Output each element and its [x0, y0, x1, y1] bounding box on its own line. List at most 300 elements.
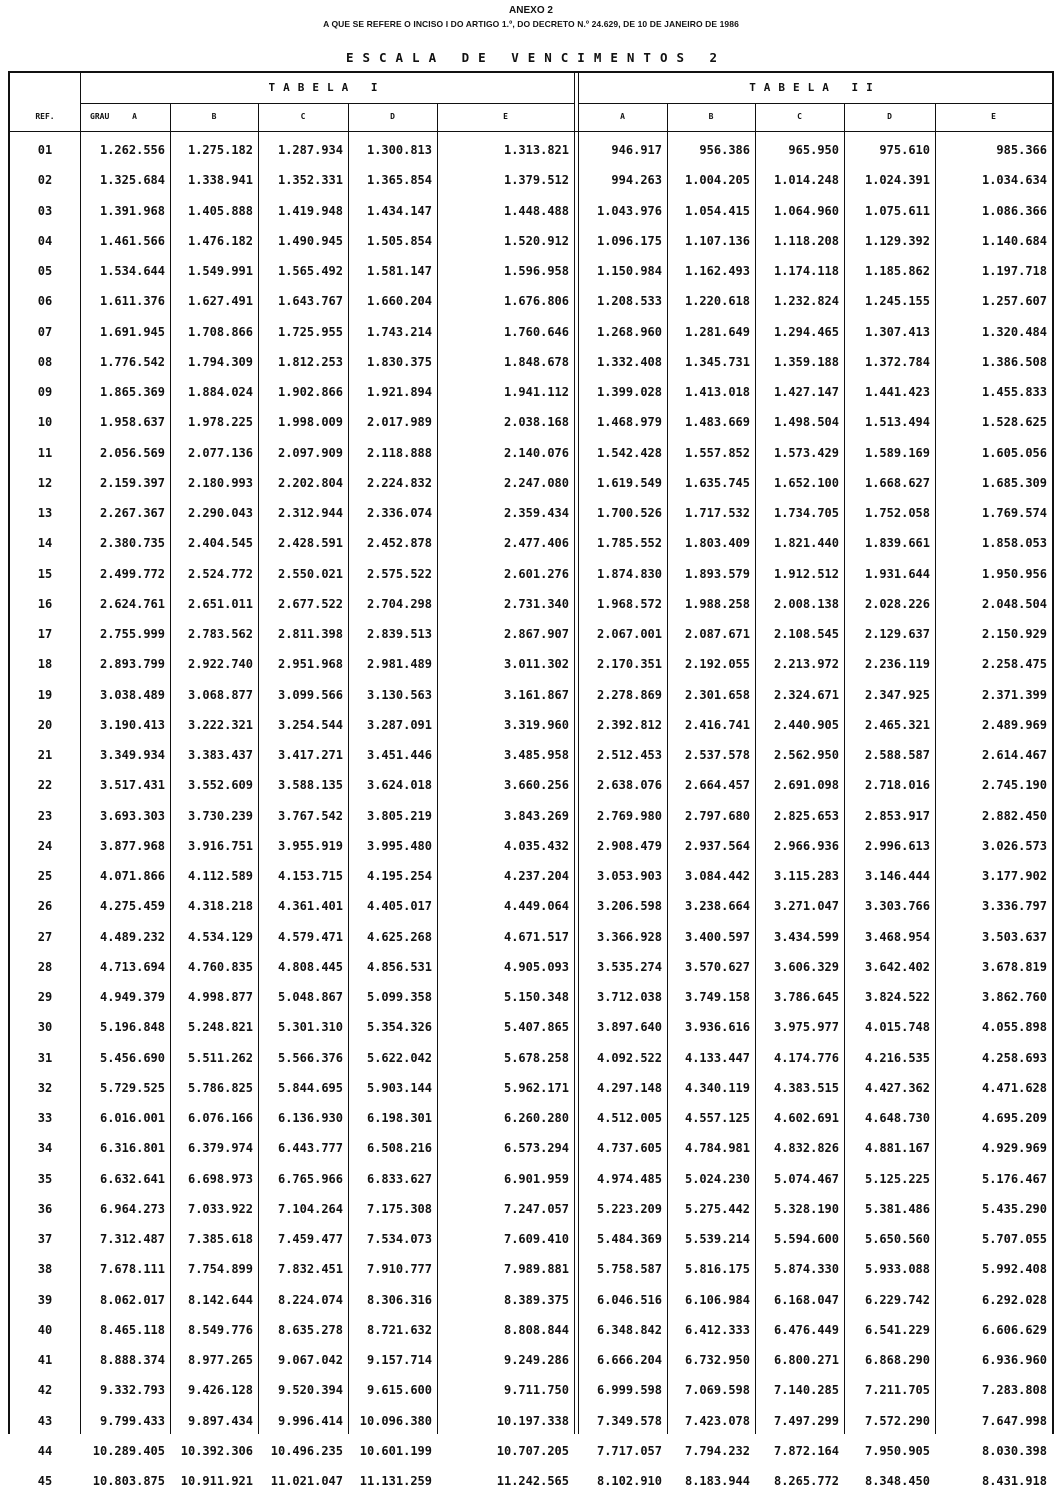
table1-value: 3.730.239 [187, 808, 253, 823]
table1-value: 2.267.367 [99, 506, 165, 520]
row-ref-number: 11 [37, 445, 53, 460]
row-ref-number: 07 [37, 324, 53, 339]
table2-value: 2.416.741 [684, 717, 750, 732]
table2-value: 956.386 [699, 143, 750, 157]
table1-value: 1.627.491 [187, 294, 253, 309]
table2-value: 3.115.283 [773, 869, 839, 883]
row-ref-number: 36 [37, 1201, 53, 1216]
row-ref-number: 32 [37, 1080, 53, 1095]
table2-value: 1.441.423 [864, 385, 930, 399]
table2-value: 5.435.290 [981, 1201, 1047, 1216]
table1-value: 2.336.074 [366, 506, 432, 520]
table2-value: 7.950.905 [864, 1443, 930, 1458]
table1-value: 8.306.316 [366, 1292, 432, 1307]
table2-value: 3.271.047 [773, 899, 839, 914]
table1-value: 4.449.064 [503, 899, 569, 914]
table1-value: 2.677.522 [277, 596, 343, 611]
table1-value: 2.097.909 [277, 445, 343, 460]
table1-value: 1.365.854 [366, 173, 432, 188]
table2-value: 8.183.944 [684, 1474, 750, 1488]
table2-value: 2.797.680 [684, 808, 750, 823]
table1-value: 8.549.776 [187, 1322, 253, 1337]
table2-value: 6.348.842 [596, 1322, 662, 1337]
table2-value: 2.213.972 [773, 657, 839, 672]
table2-value: 8.102.910 [596, 1474, 662, 1488]
table1-value: 2.951.968 [277, 657, 343, 672]
table2-value: 1.107.136 [684, 233, 750, 248]
table2-value: 5.758.587 [596, 1262, 662, 1277]
table2-value: 1.257.607 [981, 294, 1047, 309]
table2-value: 3.678.819 [981, 959, 1047, 974]
table2-value: 3.786.645 [773, 990, 839, 1004]
table2-value: 2.048.504 [981, 596, 1047, 611]
row-ref-number: 23 [37, 808, 53, 823]
row-ref-number: 14 [37, 536, 53, 551]
table2-value: 1.769.574 [981, 506, 1047, 520]
table1-value: 1.902.866 [277, 385, 343, 399]
table1-value: 3.624.018 [366, 778, 432, 793]
table1-value: 4.275.459 [99, 899, 165, 914]
scale-title: ESCALA DE VENCIMENTOS 2 [345, 50, 727, 65]
table2-value: 3.606.329 [773, 959, 839, 974]
table2-value: 1.858.053 [981, 536, 1047, 551]
table2-value: 5.707.055 [981, 1232, 1047, 1246]
table1-column-header: B [211, 112, 217, 121]
table1-value: 8.389.375 [503, 1292, 569, 1307]
table2-value: 7.717.057 [596, 1443, 662, 1458]
table2-value: 2.440.905 [773, 717, 839, 732]
table1-value: 2.359.434 [503, 506, 569, 520]
table1-value: 11.021.047 [270, 1474, 343, 1488]
table2-value: 1.803.409 [684, 536, 750, 551]
table1-value: 8.977.265 [187, 1353, 253, 1367]
table2-value: 2.937.564 [684, 838, 750, 853]
table2-value: 3.468.954 [864, 929, 930, 944]
table1-value: 2.893.799 [99, 657, 165, 672]
table2-value: 7.069.598 [684, 1383, 750, 1398]
table-separator [574, 73, 575, 1434]
table2-value: 2.028.226 [864, 596, 930, 611]
table1-value: 5.786.825 [187, 1080, 253, 1095]
table2-value: 1.064.960 [773, 203, 839, 218]
table1-value: 7.678.111 [99, 1262, 165, 1277]
table1-value: 6.964.273 [99, 1201, 165, 1216]
table2-value: 1.345.731 [684, 354, 750, 369]
table2-column-header: C [797, 112, 802, 121]
table1-value: 1.848.678 [503, 354, 569, 369]
table2-value: 4.340.119 [684, 1080, 750, 1095]
table2-value: 2.236.119 [864, 657, 930, 672]
table2-value: 4.737.605 [596, 1141, 662, 1156]
table1-value: 2.783.562 [187, 627, 253, 641]
table1-value: 1.448.488 [503, 203, 569, 218]
table2-value: 4.297.148 [596, 1080, 662, 1095]
table2-value: 5.484.369 [596, 1232, 662, 1246]
table1-value: 3.877.968 [99, 838, 165, 853]
table2-value: 1.950.956 [981, 566, 1047, 581]
row-ref-number: 44 [37, 1443, 53, 1458]
table2-value: 975.610 [879, 143, 930, 157]
table1-value: 7.910.777 [366, 1262, 432, 1277]
table1-value: 3.485.958 [503, 748, 569, 762]
table2-value: 5.933.088 [864, 1262, 930, 1277]
table2-value: 8.431.918 [981, 1474, 1047, 1488]
table2-value: 3.434.599 [773, 929, 839, 944]
table1-value: 1.300.813 [366, 143, 432, 157]
table2-value: 1.605.056 [981, 445, 1047, 460]
table1-value: 2.077.136 [187, 445, 253, 460]
table1-value: 3.222.321 [187, 717, 253, 732]
table1-value: 3.588.135 [277, 778, 343, 793]
table1-value: 6.765.966 [277, 1171, 343, 1186]
table2-value: 4.471.628 [981, 1080, 1047, 1095]
table1-value: 4.153.715 [277, 869, 343, 883]
table2-value: 5.816.175 [684, 1262, 750, 1277]
table2-value: 1.307.413 [864, 324, 930, 339]
row-ref-number: 39 [37, 1292, 53, 1307]
table1-value: 2.811.398 [277, 627, 343, 641]
table1-value: 1.998.009 [277, 415, 343, 430]
table1-value: 4.671.517 [503, 929, 569, 944]
table2-value: 965.950 [788, 143, 839, 157]
table2-value: 1.014.248 [773, 173, 839, 188]
table1-value: 1.275.182 [187, 143, 253, 157]
table1-value: 10.911.921 [180, 1474, 253, 1488]
table1-value: 3.955.919 [277, 838, 343, 853]
table2-value: 1.717.532 [684, 506, 750, 520]
table1-value: 1.794.309 [187, 354, 253, 369]
table2-value: 1.413.018 [684, 385, 750, 399]
table2-value: 6.168.047 [773, 1292, 839, 1307]
table1-value: 3.349.934 [99, 748, 165, 762]
table1-value: 3.254.544 [277, 717, 343, 732]
table2-value: 3.642.402 [864, 959, 930, 974]
table1-value: 7.459.477 [277, 1232, 343, 1246]
table1-value: 9.615.600 [366, 1383, 432, 1398]
table2-value: 4.258.693 [981, 1050, 1047, 1065]
row-ref-number: 40 [37, 1322, 53, 1337]
table2-value: 1.988.258 [684, 596, 750, 611]
table1-value: 8.888.374 [99, 1353, 165, 1367]
table2-value: 1.294.465 [773, 324, 839, 339]
table1-value: 8.721.632 [366, 1322, 432, 1337]
table2-value: 1.874.830 [596, 566, 662, 581]
table2-value: 7.423.078 [684, 1413, 750, 1428]
table2-value: 4.427.362 [864, 1080, 930, 1095]
table1-column-header: C [300, 112, 306, 121]
table2-value: 1.589.169 [864, 445, 930, 460]
row-ref-number: 45 [37, 1474, 53, 1488]
table2-value: 1.075.611 [864, 203, 930, 218]
table2-value: 1.893.579 [684, 566, 750, 581]
table2-value: 1.150.984 [596, 264, 662, 278]
table2-value: 6.412.333 [684, 1322, 750, 1337]
table2-value: 7.211.705 [864, 1383, 930, 1398]
table1-value: 3.767.542 [277, 808, 343, 823]
table2-value: 3.238.664 [684, 899, 750, 914]
table1-value: 1.461.566 [99, 233, 165, 248]
table1-value: 9.799.433 [99, 1413, 165, 1428]
table1-value: 8.808.844 [503, 1322, 569, 1337]
table2-value: 1.785.552 [596, 536, 662, 551]
table2-value: 4.383.515 [773, 1080, 839, 1095]
table1-value: 6.198.301 [366, 1111, 432, 1125]
table1-value: 6.901.959 [503, 1171, 569, 1186]
table2-value: 6.800.271 [773, 1353, 839, 1367]
table1-value: 2.180.993 [187, 475, 253, 490]
table1-value: 1.660.204 [366, 294, 432, 309]
table1-value: 6.632.641 [99, 1171, 165, 1186]
table1-value: 1.419.948 [277, 203, 343, 218]
table2-value: 1.821.440 [773, 536, 839, 551]
table1-value: 3.660.256 [503, 778, 569, 793]
table2-value: 1.700.526 [596, 506, 662, 520]
table1-value: 5.248.821 [187, 1020, 253, 1035]
table2-value: 1.245.155 [864, 294, 930, 309]
table2-value: 1.140.684 [981, 233, 1047, 248]
table2-value: 6.868.290 [864, 1353, 930, 1367]
table2-value: 2.908.479 [596, 838, 662, 853]
table1-value: 3.916.751 [187, 838, 253, 853]
table2-value: 1.232.824 [773, 294, 839, 309]
table2-value: 2.371.399 [981, 687, 1047, 702]
table1-value: 2.867.907 [503, 627, 569, 641]
table2-value: 1.118.208 [773, 233, 839, 248]
table2-title: TABELA II [749, 81, 881, 94]
table1-value: 10.601.199 [359, 1443, 432, 1458]
table1-value: 4.625.268 [366, 929, 432, 944]
table1-value: 1.921.894 [366, 385, 432, 399]
table2-value: 2.067.001 [596, 627, 662, 641]
table1-value: 4.318.218 [187, 899, 253, 914]
table2-value: 994.263 [611, 173, 662, 188]
table2-value: 2.691.098 [773, 778, 839, 793]
row-ref-number: 05 [37, 264, 53, 278]
table1-value: 4.534.129 [187, 929, 253, 944]
table2-value: 5.275.442 [684, 1201, 750, 1216]
table1-value: 10.392.306 [180, 1443, 253, 1458]
row-ref-number: 02 [37, 173, 53, 188]
table1-value: 3.693.303 [99, 808, 165, 823]
table1-value: 4.361.401 [277, 899, 343, 914]
ref-header: REF. [35, 112, 55, 121]
row-ref-number: 04 [37, 233, 53, 248]
table1-column-header: D [390, 112, 395, 121]
table2-value: 7.647.998 [981, 1413, 1047, 1428]
table2-value: 1.734.705 [773, 506, 839, 520]
table2-value: 1.685.309 [981, 475, 1047, 490]
table2-value: 4.216.535 [864, 1050, 930, 1065]
table1-value: 2.575.522 [366, 566, 432, 581]
table1-value: 7.754.899 [187, 1262, 253, 1277]
table1-value: 7.175.308 [366, 1201, 432, 1216]
table2-value: 1.427.147 [773, 385, 839, 399]
table1-value: 1.865.369 [99, 385, 165, 399]
table1-value: 7.247.057 [503, 1201, 569, 1216]
table1-value: 4.489.232 [99, 929, 165, 944]
table2-value: 2.489.969 [981, 717, 1047, 732]
table1-value: 2.452.878 [366, 536, 432, 551]
table1-value: 2.290.043 [187, 506, 253, 520]
table2-value: 2.170.351 [596, 657, 662, 672]
table2-column-header: E [991, 112, 996, 121]
table1-value: 5.511.262 [187, 1050, 253, 1065]
table2-value: 3.366.928 [596, 929, 662, 944]
table2-value: 2.745.190 [981, 778, 1047, 793]
table2-value: 2.537.578 [684, 748, 750, 762]
table1-value: 8.224.074 [277, 1292, 343, 1307]
table2-value: 1.498.504 [773, 415, 839, 430]
table1-value: 4.112.589 [187, 869, 253, 883]
table1-value: 7.385.618 [187, 1232, 253, 1246]
table1-value: 3.995.480 [366, 838, 432, 853]
table2-value: 4.557.125 [684, 1111, 750, 1125]
table2-value: 1.372.784 [864, 354, 930, 369]
table1-value: 4.237.204 [503, 869, 569, 883]
table1-value: 3.011.302 [503, 657, 569, 672]
table1-value: 3.552.609 [187, 778, 253, 793]
table2-value: 7.872.164 [773, 1443, 839, 1458]
table2-value: 2.192.055 [684, 657, 750, 672]
table2-value: 3.503.637 [981, 929, 1047, 944]
table2-value: 3.400.597 [684, 929, 750, 944]
table2-value: 1.386.508 [981, 354, 1047, 369]
table1-value: 6.573.294 [503, 1141, 569, 1156]
table2-value: 1.004.205 [684, 173, 750, 188]
table2-value: 1.752.058 [864, 506, 930, 520]
table1-value: 1.884.024 [187, 385, 253, 399]
table1-value: 2.118.888 [366, 445, 432, 460]
table1-value: 4.071.866 [99, 869, 165, 883]
table1-value: 4.808.445 [277, 959, 343, 974]
table2-value: 1.931.644 [864, 566, 930, 581]
table1-value: 6.508.216 [366, 1141, 432, 1156]
table1-value: 4.856.531 [366, 959, 432, 974]
table1-value: 4.905.093 [503, 959, 569, 974]
table2-value: 2.008.138 [773, 596, 839, 611]
table2-value: 3.936.616 [684, 1020, 750, 1035]
table1-value: 2.056.569 [99, 445, 165, 460]
table2-value: 3.177.902 [981, 869, 1047, 883]
table1-value: 2.140.076 [503, 445, 569, 460]
table1-value: 4.949.379 [99, 990, 165, 1004]
row-ref-number: 30 [37, 1020, 53, 1035]
table2-value: 2.825.653 [773, 808, 839, 823]
table2-value: 1.129.392 [864, 233, 930, 248]
table1-value: 1.643.767 [277, 294, 343, 309]
table1-value: 9.711.750 [503, 1383, 569, 1398]
table2-value: 1.455.833 [981, 385, 1047, 399]
table2-value: 3.862.760 [981, 990, 1047, 1004]
table2-value: 1.174.118 [773, 264, 839, 278]
table1-value: 10.197.338 [496, 1413, 569, 1428]
table1-value: 1.262.556 [99, 143, 165, 157]
table1-value: 1.490.945 [277, 233, 343, 248]
table1-value: 2.428.591 [277, 536, 343, 551]
table2-value: 7.497.299 [773, 1413, 839, 1428]
table1-value: 2.624.761 [99, 596, 165, 611]
table1-value: 6.136.930 [277, 1111, 343, 1125]
table2-value: 6.229.742 [864, 1292, 930, 1307]
table2-value: 1.619.549 [596, 475, 662, 490]
table2-value: 6.292.028 [981, 1292, 1047, 1307]
table1-value: 1.830.375 [366, 354, 432, 369]
row-ref-number: 26 [37, 899, 53, 914]
table2-value: 3.570.627 [684, 959, 750, 974]
table2-value: 2.465.321 [864, 717, 930, 732]
table2-value: 1.281.649 [684, 324, 750, 339]
table2-value: 4.602.691 [773, 1111, 839, 1125]
table1-value: 8.062.017 [99, 1292, 165, 1307]
table2-value: 1.208.533 [596, 294, 662, 309]
table1-value: 5.729.525 [99, 1080, 165, 1095]
annex-label: ANEXO 2 [509, 5, 553, 16]
row-ref-number: 01 [37, 143, 53, 157]
table1-value: 4.579.471 [277, 929, 343, 944]
table1-value: 5.903.144 [366, 1080, 432, 1095]
table1-value: 10.289.405 [92, 1443, 165, 1458]
table2-value: 2.562.950 [773, 748, 839, 762]
table2-value: 1.332.408 [596, 354, 662, 369]
table1-value: 5.099.358 [366, 990, 432, 1004]
table1-value: 4.035.432 [503, 838, 569, 853]
table2-value: 2.347.925 [864, 687, 930, 702]
table1-value: 10.707.205 [496, 1443, 569, 1458]
table1-value: 3.161.867 [503, 687, 569, 702]
table2-value: 1.668.627 [864, 475, 930, 490]
table1-value: 2.038.168 [503, 415, 569, 430]
table1-value: 3.517.431 [99, 778, 165, 793]
table2-value: 1.359.188 [773, 354, 839, 369]
table1-value: 9.067.042 [277, 1353, 343, 1367]
row-ref-number: 22 [37, 778, 53, 793]
table2-value: 1.912.512 [773, 566, 839, 581]
table2-value: 3.053.903 [596, 869, 662, 883]
table2-value: 6.606.629 [981, 1322, 1047, 1337]
table2-value: 2.853.917 [864, 808, 930, 823]
table1-value: 3.038.489 [99, 687, 165, 702]
table1-value: 2.017.989 [366, 415, 432, 430]
table1-value: 7.609.410 [503, 1232, 569, 1246]
table1-value: 5.354.326 [366, 1020, 432, 1035]
table1-value: 1.596.958 [503, 264, 569, 278]
table2-value: 4.929.969 [981, 1141, 1047, 1156]
table2-value: 4.695.209 [981, 1111, 1047, 1125]
table2-value: 3.975.977 [773, 1020, 839, 1035]
table1-value: 1.549.991 [187, 264, 253, 278]
table2-value: 2.996.613 [864, 838, 930, 853]
table1-value: 6.379.974 [187, 1141, 253, 1156]
table2-value: 4.055.898 [981, 1020, 1047, 1035]
table2-value: 4.015.748 [864, 1020, 930, 1035]
table1-value: 3.451.446 [366, 748, 432, 762]
table2-value: 7.349.578 [596, 1413, 662, 1428]
table2-value: 8.265.772 [773, 1474, 839, 1488]
table1-value: 1.287.934 [277, 143, 343, 157]
table2-value: 7.283.808 [981, 1383, 1047, 1398]
table2-value: 6.936.960 [981, 1353, 1047, 1367]
row-ref-number: 28 [37, 959, 53, 974]
table1-value: 3.068.877 [187, 687, 253, 702]
table1-value: 1.505.854 [366, 233, 432, 248]
table1-value: 9.996.414 [277, 1413, 343, 1428]
table1-value: 6.698.973 [187, 1171, 253, 1186]
table2-value: 5.176.467 [981, 1171, 1047, 1186]
table2-value: 5.992.408 [981, 1262, 1047, 1277]
table2-value: 1.468.979 [596, 415, 662, 430]
row-ref-number: 41 [37, 1353, 53, 1367]
table1-value: 2.224.832 [366, 475, 432, 490]
